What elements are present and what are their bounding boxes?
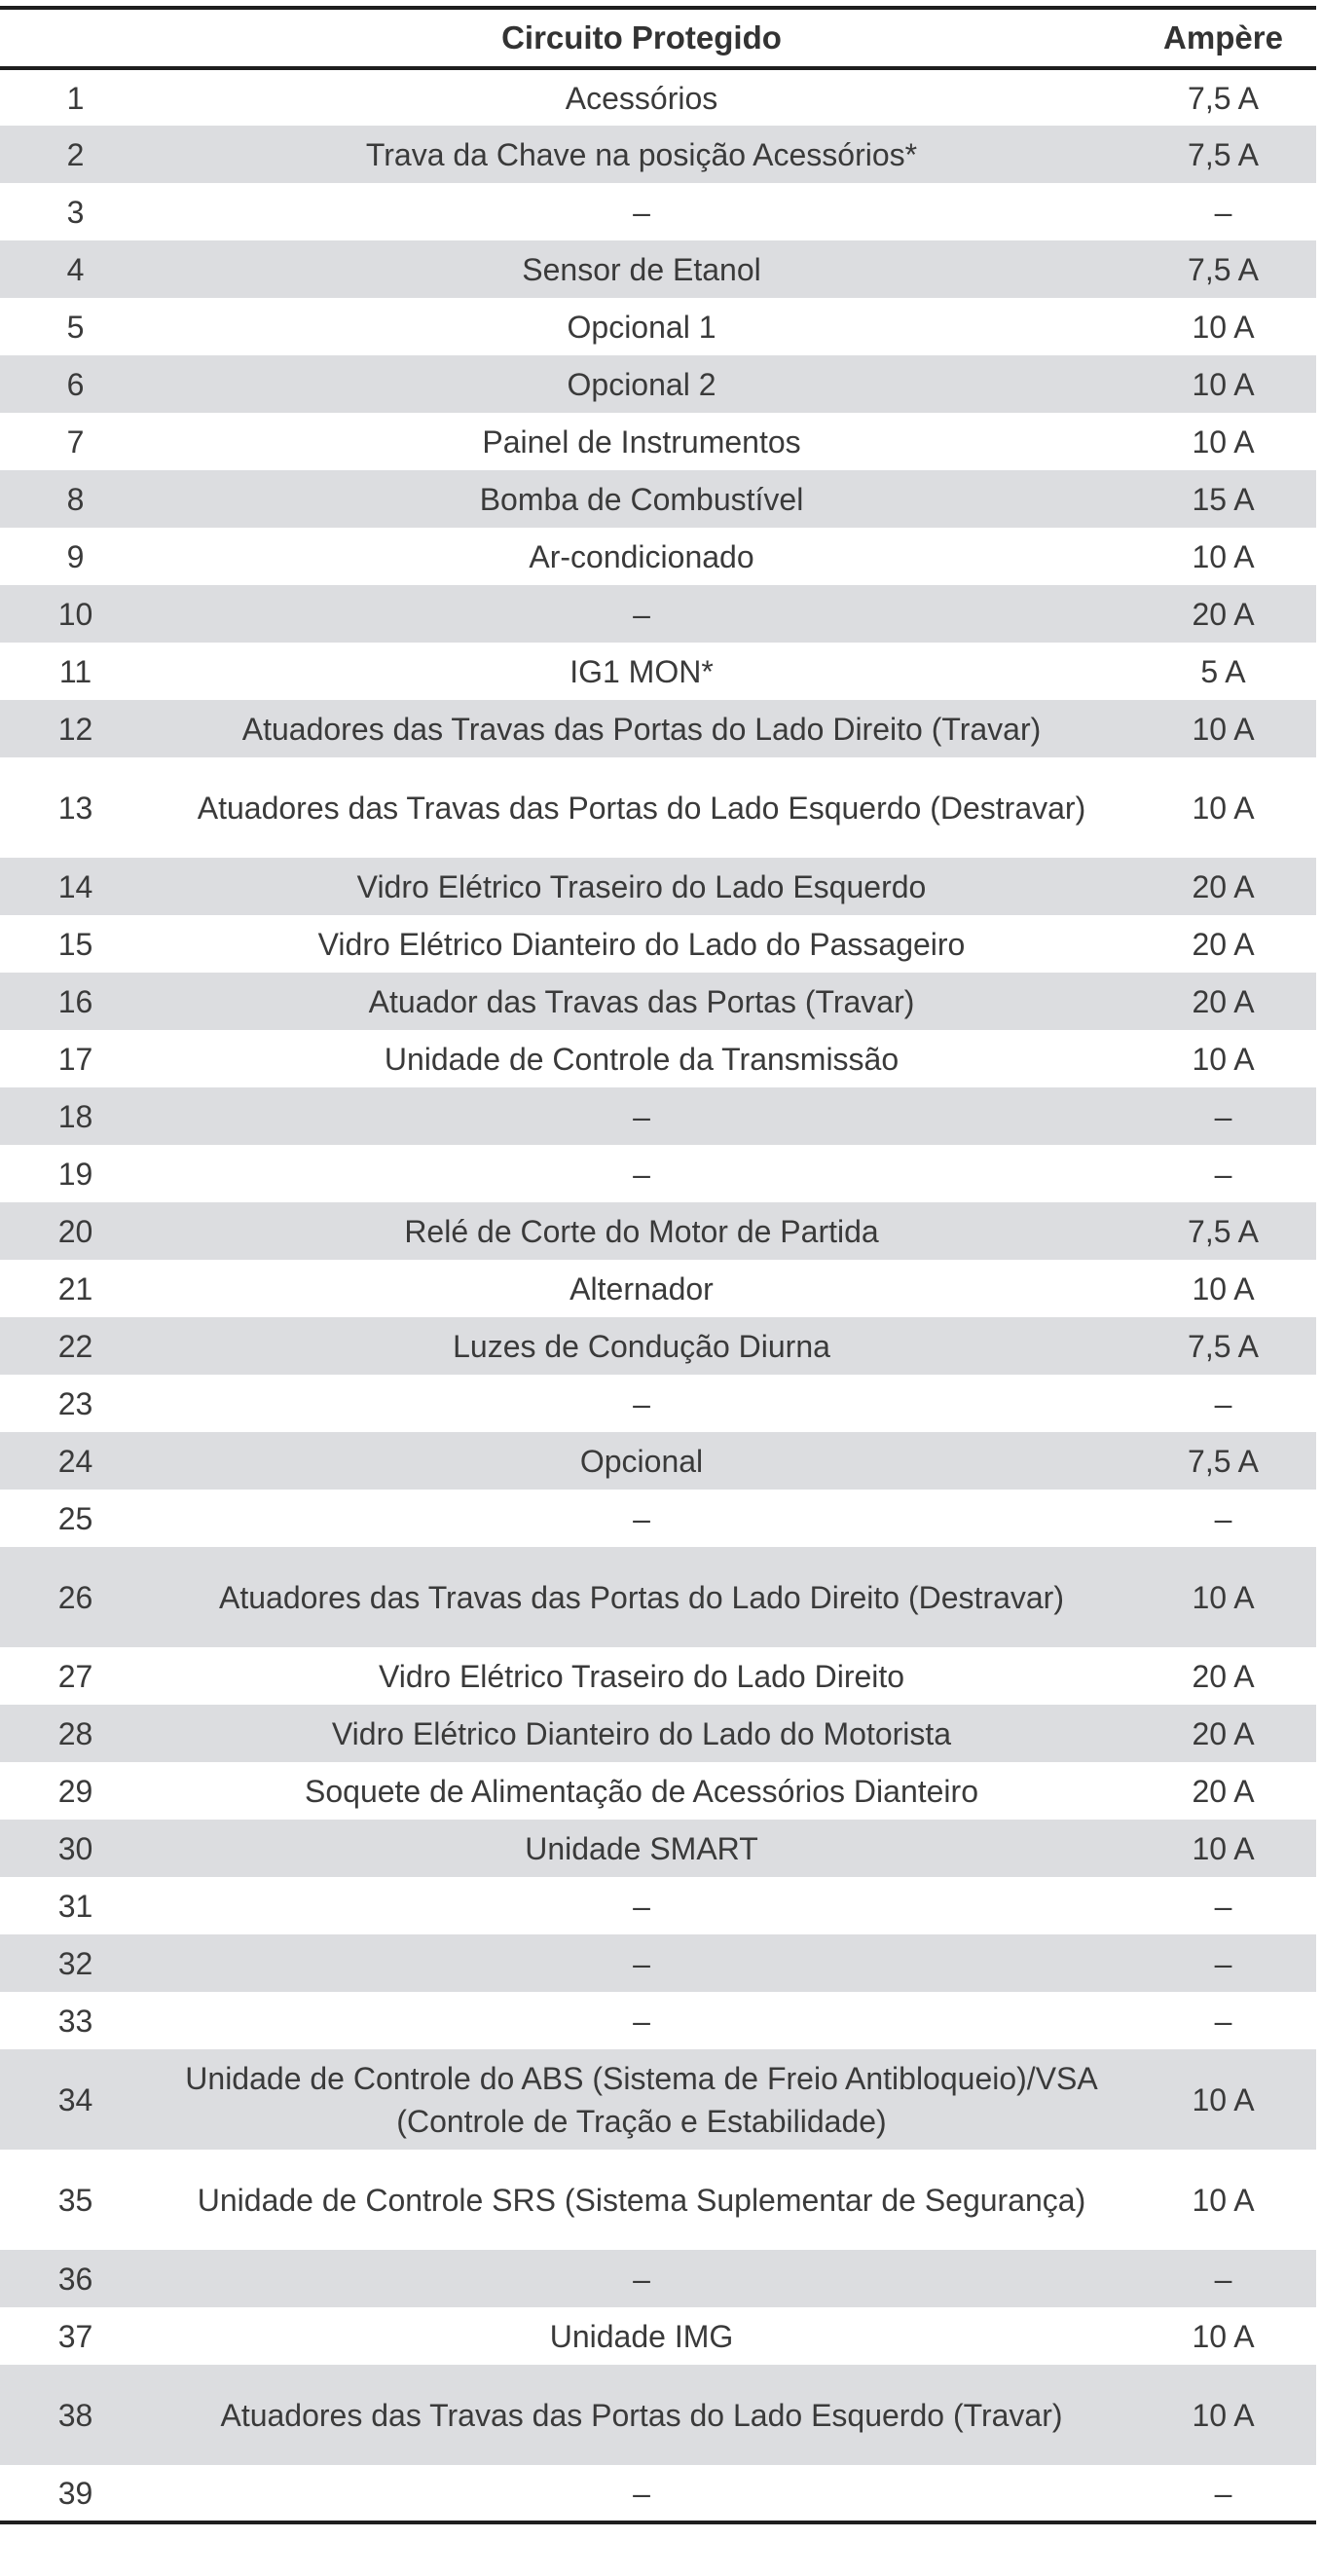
protected-circuit-cell: – xyxy=(633,2003,650,2039)
ampere-cell: 7,5 A xyxy=(1188,251,1259,287)
table-row xyxy=(0,1202,1316,1260)
fuse-number-cell: 18 xyxy=(57,1098,93,1134)
ampere-cell: 15 A xyxy=(1192,481,1255,517)
table-row xyxy=(0,858,1316,915)
ampere-cell: 10 A xyxy=(1192,366,1255,402)
protected-circuit-cell: Luzes de Condução Diurna xyxy=(453,1328,830,1364)
fuse-number-cell: 21 xyxy=(57,1270,93,1306)
protected-circuit-cell: – xyxy=(633,1098,650,1134)
fuse-number-cell: 24 xyxy=(57,1443,93,1479)
protected-circuit-cell: Relé de Corte do Motor de Partida xyxy=(404,1213,879,1249)
ampere-cell: – xyxy=(1214,2003,1232,2039)
fuse-number-cell: 6 xyxy=(66,366,85,402)
table-row xyxy=(0,2465,1316,2522)
header-number xyxy=(0,8,153,68)
fuse-number-cell: 14 xyxy=(57,868,93,904)
table-row xyxy=(0,700,1316,757)
fuse-number-cell: 35 xyxy=(57,2182,93,2218)
protected-circuit-cell: Alternador xyxy=(569,1270,714,1306)
ampere-cell: 7,5 A xyxy=(1188,1328,1259,1364)
ampere-cell: – xyxy=(1214,1888,1232,1924)
protected-circuit-cell: Unidade de Controle da Transmissão xyxy=(384,1041,900,1077)
protected-circuit-cell: Vidro Elétrico Dianteiro do Lado do Passageiro xyxy=(317,926,966,962)
table-row xyxy=(0,2049,1316,2150)
ampere-cell: 20 A xyxy=(1192,1658,1255,1694)
ampere-cell: 10 A xyxy=(1192,790,1255,826)
ampere-cell: 20 A xyxy=(1192,1773,1255,1809)
ampere-cell: 7,5 A xyxy=(1188,80,1259,116)
ampere-cell: 7,5 A xyxy=(1188,1443,1259,1479)
table-row xyxy=(0,643,1316,700)
fuse-number-cell: 1 xyxy=(66,80,85,116)
table-row xyxy=(0,1820,1316,1877)
table-row xyxy=(0,470,1316,528)
protected-circuit-cell: Unidade de Controle SRS (Sistema Suplementar de Segurança) xyxy=(197,2182,1086,2218)
fuse-number-cell: 27 xyxy=(57,1658,93,1694)
table-row xyxy=(0,68,1316,126)
fuse-number-cell: 13 xyxy=(57,790,93,826)
protected-circuit-cell: Painel de Instrumentos xyxy=(482,423,801,460)
fuse-number-cell: 9 xyxy=(66,538,85,574)
fuse-number-cell: 28 xyxy=(57,1715,93,1751)
fuse-number-cell: 16 xyxy=(57,983,93,1019)
protected-circuit-cell: Trava da Chave na posição Acessórios* xyxy=(365,136,918,172)
fuse-number-cell: 36 xyxy=(57,2261,93,2297)
table-row xyxy=(0,2307,1316,2365)
fuse-number-cell: 10 xyxy=(57,596,93,632)
protected-circuit-cell: Opcional 2 xyxy=(567,366,716,402)
ampere-cell: – xyxy=(1214,2475,1232,2511)
fuse-number-cell: 31 xyxy=(57,1888,93,1924)
ampere-cell: – xyxy=(1214,194,1232,230)
protected-circuit-cell: – xyxy=(633,1156,650,1192)
fuse-table xyxy=(0,6,1316,2524)
table-row xyxy=(0,757,1316,858)
table-row xyxy=(0,1145,1316,1202)
table-row xyxy=(0,1087,1316,1145)
table-row xyxy=(0,1432,1316,1490)
protected-circuit-cell: – xyxy=(633,1888,650,1924)
table-row xyxy=(0,915,1316,973)
ampere-cell: 20 A xyxy=(1192,983,1255,1019)
protected-circuit-cell: – xyxy=(633,596,650,632)
ampere-cell: – xyxy=(1214,1156,1232,1192)
table-row xyxy=(0,298,1316,355)
table-row xyxy=(0,1705,1316,1762)
protected-circuit-cell: Opcional 1 xyxy=(567,309,716,345)
ampere-cell: 10 A xyxy=(1192,1579,1255,1615)
protected-circuit-cell: – xyxy=(633,2261,650,2297)
table-row xyxy=(0,1547,1316,1647)
protected-circuit-cell: Bomba de Combustível xyxy=(479,481,804,517)
table-row xyxy=(0,355,1316,413)
protected-circuit-cell: Unidade de Controle do ABS (Sistema de Freio Antibloqueio)/VSA (Controle de Tração e Estabilidade) xyxy=(185,2060,1098,2139)
ampere-cell: 10 A xyxy=(1192,423,1255,460)
ampere-cell: 10 A xyxy=(1192,538,1255,574)
ampere-cell: 10 A xyxy=(1192,2081,1255,2117)
ampere-cell: 10 A xyxy=(1192,711,1255,747)
fuse-number-cell: 17 xyxy=(57,1041,93,1077)
table-row xyxy=(0,1877,1316,1934)
fuse-number-cell: 11 xyxy=(58,653,92,689)
table-row xyxy=(0,183,1316,240)
protected-circuit-cell: Atuadores das Travas das Portas do Lado Esquerdo (Travar) xyxy=(220,2397,1063,2433)
ampere-cell: – xyxy=(1214,1098,1232,1134)
protected-circuit-cell: Opcional xyxy=(579,1443,704,1479)
header-ampere: Ampère xyxy=(1163,19,1283,55)
protected-circuit-cell: Acessórios xyxy=(565,80,718,116)
fuse-number-cell: 4 xyxy=(66,251,85,287)
protected-circuit-cell: Atuador das Travas das Portas (Travar) xyxy=(368,983,915,1019)
protected-circuit-cell: – xyxy=(633,2475,650,2511)
protected-circuit-cell: Vidro Elétrico Traseiro do Lado Esquerdo xyxy=(356,868,927,904)
fuse-number-cell: 32 xyxy=(57,1945,93,1981)
protected-circuit-cell: Vidro Elétrico Traseiro do Lado Direito xyxy=(378,1658,905,1694)
fuse-number-cell: 3 xyxy=(66,194,85,230)
ampere-cell: 10 A xyxy=(1192,2318,1255,2354)
protected-circuit-cell: Ar-condicionado xyxy=(529,538,754,574)
protected-circuit-cell: – xyxy=(633,194,650,230)
fuse-number-cell: 15 xyxy=(57,926,93,962)
table-row xyxy=(0,1317,1316,1375)
ampere-cell: 20 A xyxy=(1192,596,1255,632)
table-row xyxy=(0,1992,1316,2049)
ampere-cell: 7,5 A xyxy=(1188,136,1259,172)
fuse-number-cell: 19 xyxy=(57,1156,93,1192)
table-row xyxy=(0,585,1316,643)
ampere-cell: 10 A xyxy=(1192,1270,1255,1306)
ampere-cell: 10 A xyxy=(1192,1041,1255,1077)
fuse-number-cell: 8 xyxy=(66,481,85,517)
protected-circuit-cell: Atuadores das Travas das Portas do Lado Direito (Travar) xyxy=(241,711,1042,747)
ampere-cell: 20 A xyxy=(1192,1715,1255,1751)
protected-circuit-cell: Unidade IMG xyxy=(549,2318,734,2354)
table-row xyxy=(0,1375,1316,1432)
ampere-cell: – xyxy=(1214,1500,1232,1536)
table-row xyxy=(0,2365,1316,2465)
fuse-number-cell: 2 xyxy=(66,136,85,172)
fuse-number-cell: 25 xyxy=(57,1500,93,1536)
protected-circuit-cell: Vidro Elétrico Dianteiro do Lado do Motorista xyxy=(331,1715,952,1751)
table-row xyxy=(0,973,1316,1030)
table-row xyxy=(0,1762,1316,1820)
fuse-number-cell: 33 xyxy=(57,2003,93,2039)
protected-circuit-cell: – xyxy=(633,1385,650,1421)
table-row xyxy=(0,1490,1316,1547)
fuse-number-cell: 5 xyxy=(66,309,85,345)
table-row xyxy=(0,2150,1316,2250)
fuse-number-cell: 22 xyxy=(57,1328,93,1364)
table-row xyxy=(0,1030,1316,1087)
fuse-number-cell: 34 xyxy=(57,2081,93,2117)
fuse-number-cell: 38 xyxy=(57,2397,93,2433)
ampere-cell: 7,5 A xyxy=(1188,1213,1259,1249)
protected-circuit-cell: Unidade SMART xyxy=(525,1830,758,1866)
table-row xyxy=(0,1934,1316,1992)
ampere-cell: – xyxy=(1214,1945,1232,1981)
ampere-cell: 5 A xyxy=(1200,653,1246,689)
ampere-cell: 10 A xyxy=(1192,2182,1255,2218)
fuse-number-cell: 20 xyxy=(57,1213,93,1249)
ampere-cell: 10 A xyxy=(1192,1830,1255,1866)
ampere-cell: – xyxy=(1214,1385,1232,1421)
header-row xyxy=(0,8,1316,68)
protected-circuit-cell: Atuadores das Travas das Portas do Lado Esquerdo (Destravar) xyxy=(197,790,1086,826)
table-body xyxy=(0,68,1316,2522)
protected-circuit-cell: IG1 MON* xyxy=(569,653,714,689)
ampere-cell: 20 A xyxy=(1192,926,1255,962)
table-row xyxy=(0,2250,1316,2307)
ampere-cell: 10 A xyxy=(1192,309,1255,345)
fuse-number-cell: 39 xyxy=(57,2475,93,2511)
table-row xyxy=(0,1647,1316,1705)
fuse-number-cell: 37 xyxy=(57,2318,93,2354)
table-row xyxy=(0,1260,1316,1317)
header-circuit: Circuito Protegido xyxy=(501,19,782,55)
fuse-number-cell: 7 xyxy=(66,423,85,460)
fuse-number-cell: 12 xyxy=(57,711,93,747)
protected-circuit-cell: Sensor de Etanol xyxy=(522,251,761,287)
table-row xyxy=(0,240,1316,298)
table-header xyxy=(0,8,1316,68)
protected-circuit-cell: – xyxy=(633,1945,650,1981)
ampere-cell: 20 A xyxy=(1192,868,1255,904)
protected-circuit-cell: – xyxy=(633,1500,650,1536)
protected-circuit-cell: Atuadores das Travas das Portas do Lado Direito (Destravar) xyxy=(219,1579,1064,1615)
ampere-cell: 10 A xyxy=(1192,2397,1255,2433)
table-row xyxy=(0,126,1316,183)
fuse-number-cell: 30 xyxy=(57,1830,93,1866)
protected-circuit-cell: Soquete de Alimentação de Acessórios Dianteiro xyxy=(305,1773,978,1809)
fuse-number-cell: 26 xyxy=(57,1579,93,1615)
fuse-number-cell: 23 xyxy=(57,1385,93,1421)
ampere-cell: – xyxy=(1214,2261,1232,2297)
table-row xyxy=(0,528,1316,585)
fuse-number-cell: 29 xyxy=(57,1773,93,1809)
table-row xyxy=(0,413,1316,470)
